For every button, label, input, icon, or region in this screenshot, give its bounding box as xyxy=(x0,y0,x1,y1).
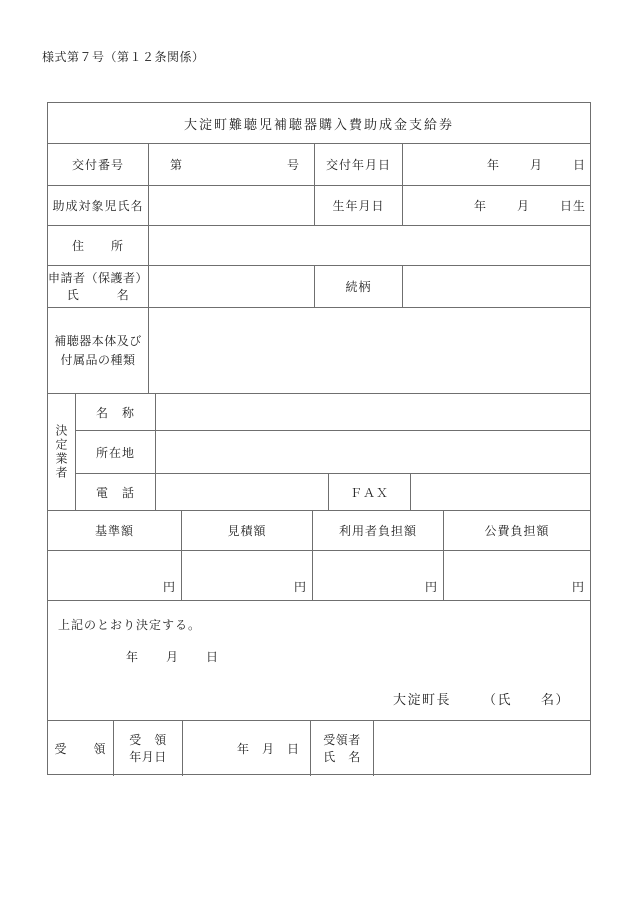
receipt-date-label-line2: 年月日 xyxy=(129,749,167,764)
receipt-row xyxy=(48,721,590,776)
title-row xyxy=(48,103,590,144)
decision-signer-title: 大淀町長 xyxy=(392,692,451,707)
receipt-recipient-label-line2: 氏 名 xyxy=(323,749,361,764)
vendor-group-label: 決定業者 xyxy=(48,394,76,510)
relation-label: 続柄 xyxy=(315,266,403,307)
applicant-name-label xyxy=(48,266,149,307)
amount-header-estimate: 見積額 xyxy=(182,511,313,550)
vendor-name-row xyxy=(76,394,590,431)
vendor-name-field xyxy=(156,394,590,430)
device-type-label xyxy=(48,308,149,393)
birth-date-month: 月 xyxy=(516,199,530,213)
decision-date-year: 年 xyxy=(126,650,140,664)
vendor-group-body xyxy=(76,394,590,510)
receipt-section-label: 受 領 xyxy=(48,721,114,776)
birth-date-day: 日生 xyxy=(559,199,586,213)
vendor-fax-field xyxy=(411,474,590,511)
yen-unit: 円 xyxy=(424,580,438,594)
applicant-row xyxy=(48,266,590,308)
amount-value-row xyxy=(48,551,590,601)
birth-date-label: 生年月日 xyxy=(315,186,403,225)
vendor-location-row xyxy=(76,431,590,474)
receipt-recipient-label xyxy=(311,721,374,776)
decision-signer xyxy=(393,689,570,708)
yen-unit: 円 xyxy=(293,580,307,594)
device-type-label-line2: 付属品の種類 xyxy=(60,352,136,367)
vendor-phone-label: 電 話 xyxy=(76,474,156,511)
receipt-date-label-line1: 受 領 xyxy=(129,732,167,747)
form-note: 様式第７号（第１２条関係） xyxy=(42,50,205,64)
issue-date-field xyxy=(403,144,590,185)
child-row xyxy=(48,186,590,226)
decision-section xyxy=(48,601,590,721)
vendor-phone-row xyxy=(76,474,590,511)
amount-value-public-share xyxy=(444,551,590,600)
receipt-date-month: 月 xyxy=(261,742,275,756)
device-type-field xyxy=(149,308,590,393)
device-row xyxy=(48,308,590,394)
relation-field xyxy=(403,266,590,307)
issue-date-label: 交付年月日 xyxy=(315,144,403,185)
vendor-location-label: 所在地 xyxy=(76,431,156,473)
issue-number-suffix: 号 xyxy=(286,158,300,172)
amount-header-row xyxy=(48,511,590,551)
yen-unit: 円 xyxy=(162,580,176,594)
applicant-name-field xyxy=(149,266,315,307)
address-field xyxy=(149,226,590,265)
decision-statement: 上記のとおり決定する。 xyxy=(58,618,202,632)
yen-unit: 円 xyxy=(571,580,585,594)
amount-header-public-share: 公費負担額 xyxy=(484,524,550,538)
receipt-date-day: 日 xyxy=(286,742,300,756)
receipt-date-year: 年 xyxy=(236,742,250,756)
voucher-table xyxy=(47,102,591,775)
issue-number-label: 交付番号 xyxy=(48,144,149,185)
issue-number-prefix: 第 xyxy=(170,158,184,172)
child-name-label: 助成対象児氏名 xyxy=(48,186,149,225)
vendor-fax-label: ＦＡＸ xyxy=(329,474,411,511)
issue-date-day: 日 xyxy=(572,158,586,172)
receipt-recipient-label-line1: 受領者 xyxy=(323,732,361,747)
birth-date-field xyxy=(403,186,590,225)
issue-date-year: 年 xyxy=(486,158,500,172)
amount-value-standard xyxy=(48,551,182,600)
decision-date xyxy=(126,648,219,665)
voucher-title: 大淀町難聴児補聴器購入費助成金支給券 xyxy=(183,116,454,132)
applicant-name-label-line1: 申請者（保護者） xyxy=(48,270,149,285)
issue-date-month: 月 xyxy=(529,158,543,172)
amount-value-user-share xyxy=(313,551,444,600)
vendor-name-label: 名 称 xyxy=(76,394,156,430)
issue-number-field xyxy=(149,144,315,185)
amount-value-estimate xyxy=(182,551,313,600)
birth-date-year: 年 xyxy=(473,199,487,213)
child-name-field xyxy=(149,186,315,225)
vendor-group xyxy=(48,394,590,511)
receipt-date-field xyxy=(183,721,311,776)
amount-header-user-share: 利用者負担額 xyxy=(313,511,444,550)
decision-date-day: 日 xyxy=(206,650,220,664)
vendor-location-field xyxy=(156,431,590,473)
applicant-name-label-line2: 氏 名 xyxy=(66,287,130,302)
receipt-recipient-field xyxy=(374,721,590,776)
receipt-date-label xyxy=(114,721,183,776)
address-row xyxy=(48,226,590,266)
vendor-phone-field xyxy=(156,474,329,511)
amount-header-standard: 基準額 xyxy=(48,511,182,550)
decision-signer-name: （氏 名） xyxy=(482,692,570,707)
issue-row xyxy=(48,144,590,186)
address-label: 住 所 xyxy=(48,226,149,265)
decision-date-month: 月 xyxy=(166,650,180,664)
device-type-label-line1: 補聴器本体及び xyxy=(54,333,142,348)
